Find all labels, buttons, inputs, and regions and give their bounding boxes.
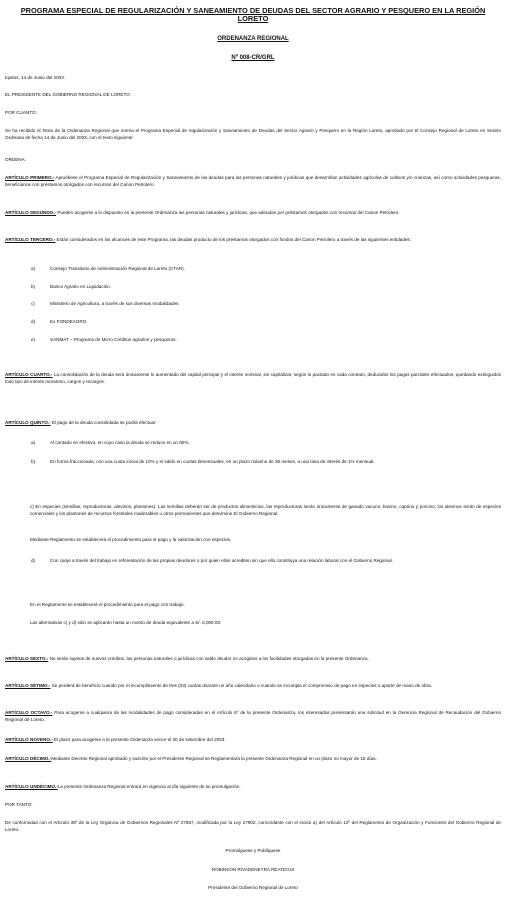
article-5: [5, 420, 501, 427]
closing-paragraph: De conformidad con el Artículo 38º de la Ley Orgánica de Gobiernos Regionales Nº 27867, modificada por la Ley 27902, concordante con el inciso a) del Artículo 12º del Reglamento de Organización y Funciones del Gobierno Regional de Loreto.: [5, 820, 501, 832]
article-2-label: ARTÍCULO SEGUNDO.-: [5, 210, 57, 215]
ordinance-heading: ORDENANZA REGIONAL: [217, 36, 289, 42]
article-7: [5, 683, 501, 690]
article-9: [5, 737, 501, 744]
article-3: [5, 237, 501, 244]
article-4-text: La consolidación de la deuda será únicamente lo aumentado del capital principal y el interés nominal, sin capitalizar, según lo pactado en cada contrato, deducidos los pagos parciales efectuados, quedando extinguidos todo tipo de interés moratorio, cargos y recargos.: [5, 372, 501, 384]
article-8: [5, 710, 501, 723]
article-9-text: El plazo para acogerse a la presente Ordenanza vence el 30 de setiembre del 2003.: [52, 737, 226, 742]
article-11-label: ARTÍCULO UNDÉCIMO.-: [5, 784, 58, 789]
list-item: b) Banco Agrario en Liquidación.: [31, 284, 112, 289]
signer-name: ROBINSON RIVADENEYRA REATEGUI: [211, 867, 295, 872]
article-2-text: Pueden acogerse a lo dispuesto en la presente Ordenanza las personas naturales y jurídicas, que adeudan por préstamos otorgados con recursos del Canon Petrolero.: [56, 210, 400, 215]
signer-title: Presidente del Gobierno Regional de Loreto: [208, 885, 298, 890]
article-5-note-1: Mediante Reglamento se establecerá el procedimiento para el pago y la valorización con especies.: [30, 537, 232, 542]
article-10-label: ARTÍCULO DÉCIMO.-: [5, 756, 52, 761]
document-title: PROGRAMA ESPECIAL DE REGULARIZACIÓN Y SANEAMIENTO DE DEUDAS DEL SECTOR AGRARIO Y PESQUERO EN LA REGIÓN LORETO: [20, 6, 486, 24]
article-7-label: ARTÍCULO SÉTIMO.-: [5, 683, 51, 688]
list-item: d) Con canje a través del trabajo en reforestación de las propias deudores o por quien ellos acrediten sin que ello constituya una relación laboral con el Gobierno Regional.: [31, 558, 393, 563]
list-item: d) Ex FONDEAGRO.: [31, 319, 88, 324]
article-5-label: ARTÍCULO QUINTO.-: [5, 420, 51, 425]
ordinance-number: Nº 008-CR/GRL: [231, 55, 275, 61]
article-8-text: Para acogerse a cualquiera de las modalidades de pago consideradas en el Artículo 6º de la presente Ordenanza, los interesados presentarán una solicitud en la Gerencia Regional de Recaudación del Gobierno Regional de Loreto.: [5, 710, 501, 722]
article-7-text: Se perderá de beneficio cuando por el incumplimiento de tres (03) cuotas durante un año calendario o cuando se incumpla el compromiso de pago en especies o aporte de mano de obra.: [50, 683, 432, 688]
article-11-text: La presente Ordenanza Regional entrará en vigencia al día siguiente de su promulgación.: [57, 784, 241, 789]
list-item: a) Al contado en efectivo, en cuyo caso la deuda se reduce en un 60%.: [31, 440, 190, 445]
article-11: [5, 784, 501, 791]
article-3-label: ARTÍCULO TERCERO.-: [5, 237, 56, 242]
article-5-text: El pago de la deuda consolidada se podrá efectuar:: [50, 420, 157, 425]
article-2: [5, 210, 501, 217]
article-9-label: ARTÍCULO NOVENO.-: [5, 737, 53, 742]
president-line: EL PRESIDENTE DEL GOBIERNO REGIONAL DE LORETO: [5, 92, 130, 97]
promulgation: Promúlguese y Publíquese: [225, 848, 281, 853]
list-item: b) En forma fraccionada, con una cuota inicial de 10% y el saldo en cuotas bimensuales, en un plazo máximo de 36 meses, a una tasa de interés de 1% mensual.: [31, 459, 375, 464]
article-1: [5, 175, 501, 188]
article-3-text: Están considerados en los alcances de este Programa, las deudas producto de los préstamos otorgados con fondos del Canon Petrolero a través de las siguientes entidades:: [55, 237, 412, 242]
article-10: [5, 756, 501, 763]
article-4-label: ARTÍCULO CUARTO.-: [5, 372, 53, 377]
list-item: c) Ministerio de Agricultura, a través de sus diversas modalidades.: [31, 301, 180, 306]
place-date: Iquitos, 14 de Junio del 2003.: [5, 75, 66, 80]
article-4: [5, 372, 501, 385]
article-6: [5, 656, 501, 663]
article-5-note-2: En el Reglamento se establecerá el procedimiento para el pago con trabajo.: [30, 602, 185, 607]
por-tanto: POR TANTO:: [5, 802, 33, 807]
intro-paragraph: Se ha recibido el Texto de la Ordenanza Regional que norma el Programa Especial de regularización y Saneamiento de Deudas del Sector Agrario y Pesquero en la Región Loreto, aprobado por el Consejo Regional de Loreto en Sesión Ordinaria de fecha 14 de Junio del 2003, con el texto siguiente:: [5, 128, 501, 140]
article-5-item-c: c) En especies (semillas, reproductoras, alevinos, plantones). Las semillas deberán ser de productos alimenticios, las reproductoras serán únicamente de ganado vacuno, bovino, caprino y porcino; los alevinos serán de especies comerciales y los plantones de recursos forestales maderables u otros permanentes que determine El Gobierno Regional.: [30, 504, 501, 516]
article-1-text: Apruébese el Programa Especial de Regularización y Saneamiento de las deudas para las personas naturales y jurídicas que desarrollan actividades agrícolas de cultivos y/o crianzas, así como actividades pesqueras, beneficiarios con préstamos otorgados con recursos del Canon Petrolero.: [5, 175, 501, 187]
article-8-label: ARTÍCULO OCTAVO.-: [5, 710, 53, 715]
article-6-text: No serán sujetos de nuevos créditos, las personas naturales o jurídicas con saldo deudor no acogidos a los facilidades otorgadas en la presente Ordenanza.: [48, 656, 369, 661]
list-item: a) Consejo Transitorio de Administración Regional de Loreto (CTAR).: [31, 266, 185, 271]
article-6-label: ARTÍCULO SEXTO.-: [5, 656, 49, 661]
ordena: ORDENA:: [5, 157, 26, 162]
por-cuanto: POR CUANTO:: [5, 110, 37, 115]
article-10-text: Mediante Decreto Regional aprobado y suscrito por el Presidente Regional se Reglamentará la presente Ordenanza Regional en un plazo no mayor de 15 días.: [51, 756, 377, 761]
article-1-label: ARTÍCULO PRIMERO.-: [5, 175, 55, 180]
list-item: e) SANMAT – Programa de Micro Créditos agrarios y pesqueros.: [31, 337, 177, 342]
article-5-note-3: Las alternativas c) y d) sólo se aplicarán hasta un monto de deuda equivalente a S/. 6,000.00.: [30, 620, 222, 625]
